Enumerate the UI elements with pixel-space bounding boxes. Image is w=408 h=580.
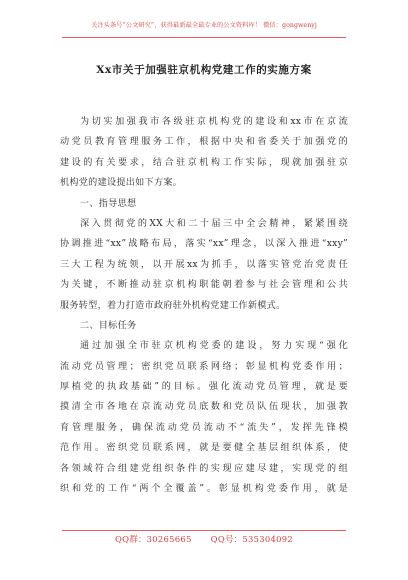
body-line: 服务转型，着力打造市政府驻外机构党建工作新模式。	[60, 300, 286, 311]
footer-divider	[62, 530, 346, 531]
footer-contact	[0, 533, 408, 545]
body-line: 协调推进“xx”战略布局，落实“xx”理念，以深入推进“xxy”	[60, 239, 348, 250]
document-body	[60, 112, 348, 499]
body-line: 三大工程为统领，以开展xx为抓手，以落实管党治党责任	[60, 259, 348, 270]
qq-group-text: QQ群：30265665	[114, 534, 192, 544]
document-title: Xx市关于加强驻京机构党建工作的实施方案	[96, 64, 312, 76]
body-line: 为关键，不断推动驻京机构职能朝着参与社会管理和公共	[60, 280, 348, 291]
body-line: 动党员教育管理服务工作，根据中央和省委关于加强党的	[60, 137, 348, 148]
body-line: 为切实加强我市各级驻京机构党的建设和xx市在京流	[80, 117, 348, 127]
body-line: 织和党的工作“两个全覆盖”。彰显机构党委作用，就是	[60, 484, 348, 495]
body-line: 深入贯彻党的XX大和二十届三中全会精神，紧紧围绕	[80, 218, 348, 229]
body-line: 流动党员管理；密织党员联系网络；彰显机构党委作用；	[60, 361, 348, 372]
body-line: 二、目标任务	[80, 320, 137, 331]
body-line: 范作用。密织党员联系网，就是要健全基层组织体系，使	[60, 443, 348, 454]
body-line: 摸清全市各地在京流动党员底数和党员队伍现状，加强教	[60, 402, 348, 413]
qq-number-text: QQ号：535304092	[210, 534, 294, 544]
promo-banner: 关注头条号“公文研究”，获得最新最全最专业的公文资料库！ 微信：gongwenyj	[91, 22, 317, 29]
body-line: 通过加强全市驻京机构党委的建设，努力实现“强化	[80, 341, 348, 352]
body-line: 各领域符合组建党组织条件的实现应建尽建，实现党的组	[60, 463, 348, 474]
header-divider	[62, 37, 346, 38]
body-line: 厚植党的执政基础”的目标。强化流动党员管理，就是要	[60, 382, 348, 393]
body-line: 机构党的建设提出如下方案。	[60, 178, 183, 189]
body-line: 建设的有关要求，结合驻京机构工作实际，现就加强驻京	[60, 157, 348, 168]
body-line: 育管理服务，确保流动党员流动不“流失”，发挥先锋模	[60, 422, 348, 433]
body-line: 一、指导思想	[80, 198, 137, 209]
